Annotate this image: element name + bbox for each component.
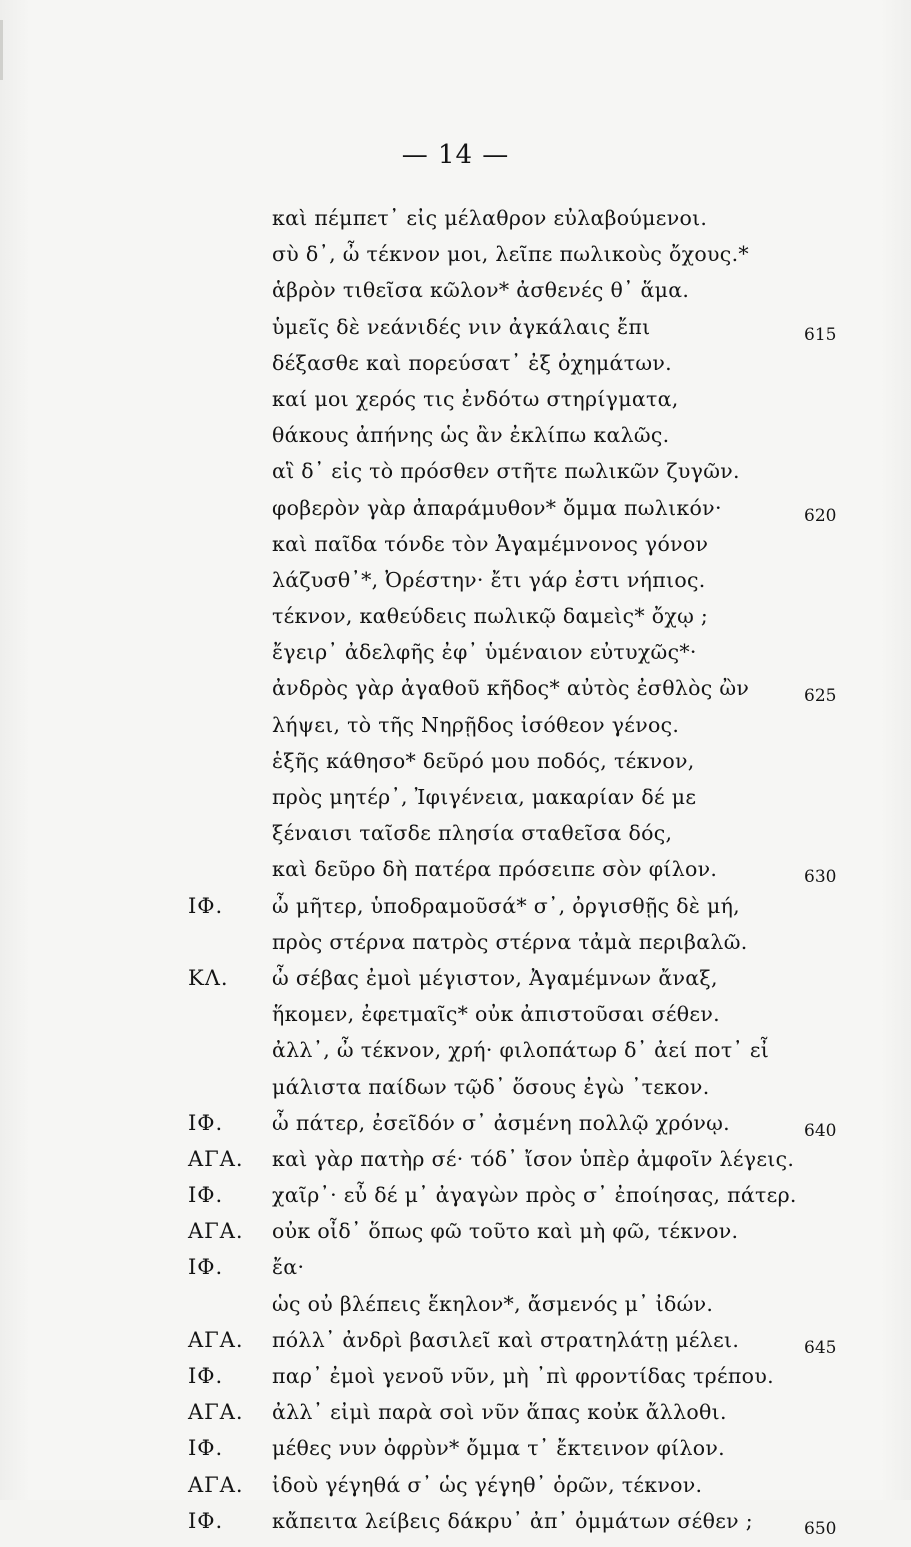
speaker-label: ΙΦ.	[188, 1110, 224, 1135]
verse-line	[0, 1069, 911, 1105]
verse-text: ὑμεῖς δὲ νεάνιδές νιν ἀγκάλαις ἔπι	[272, 314, 651, 339]
verse-text: σὺ δ᾽, ὦ τέκνον μοι, λεῖπε πωλικοὺς ὄχους.*	[272, 242, 749, 267]
verse-text: ἔγειρ᾽ ἀδελφῆς ἐφ᾽ ὑμέναιον εὐτυχῶς*·	[272, 640, 697, 665]
verse-text: πρὸς στέρνα πατρὸς στέρνα τἀμὰ περιβαλῶ.	[272, 929, 748, 954]
verse-text: ἀνδρὸς γὰρ ἀγαθοῦ κῆδος* αὐτὸς ἐσθλὸς ὢν	[272, 676, 750, 701]
verse-line	[0, 634, 911, 670]
verse-text: ξέναισι ταῖσδε πλησία σταθεῖσα δός,	[272, 821, 673, 846]
verse-text: παρ᾽ ἐμοὶ γενοῦ νῦν, μὴ ᾽πὶ φροντίδας τρέπου.	[272, 1364, 774, 1388]
verse-line	[0, 1249, 911, 1285]
verse-text: μάλιστα παίδων τῷδ᾽ ὅσους ἐγὼ ᾽τεκον.	[272, 1074, 710, 1099]
verse-text: αἳ δ᾽ εἰς τὸ πρόσθεν στῆτε πωλικῶν ζυγῶν.	[272, 459, 740, 484]
verse-text: ἥκομεν, ἐφετμαῖς* οὐκ ἀπιστοῦσαι σέθεν.	[272, 1002, 720, 1027]
verse-line	[0, 851, 911, 887]
verse-line	[0, 381, 911, 417]
verse-text: ἰδοὺ γέγηθά σ᾽ ὡς γέγηθ᾽ ὁρῶν, τέκνον.	[272, 1472, 703, 1497]
verse-text: ὦ μῆτερ, ὑποδραμοῦσά* σ᾽, ὀργισθῇς δὲ μή,	[272, 893, 740, 918]
speaker-label: ΙΦ.	[188, 1436, 224, 1461]
verse-line	[0, 345, 911, 381]
line-number: 645	[804, 1337, 837, 1358]
speaker-label: ΑΓΑ.	[188, 1219, 244, 1244]
speaker-label: ΚΛ.	[188, 965, 229, 990]
speaker-label: ΙΦ.	[188, 1508, 224, 1533]
speaker-label: ΑΓΑ.	[188, 1327, 244, 1352]
verse-line	[0, 1503, 911, 1539]
verse-text: καὶ δεῦρο δὴ πατέρα πρόσειπε σὸν φίλον.	[272, 857, 718, 882]
verse-line	[0, 1177, 911, 1213]
speaker-label: ΙΦ.	[188, 1255, 224, 1280]
verse-line	[0, 924, 911, 960]
verse-text: ἀλλ᾽, ὦ τέκνον, χρή· φιλοπάτωρ δ᾽ ἀεί ποτ᾽ εἶ	[272, 1038, 770, 1063]
line-number: 625	[804, 686, 837, 707]
verse-line	[0, 598, 911, 634]
verse-line	[0, 309, 911, 345]
speaker-label: ΑΓΑ.	[188, 1146, 244, 1171]
line-number: 630	[804, 867, 837, 888]
line-number: 640	[804, 1120, 837, 1141]
verse-line	[0, 1213, 911, 1249]
verse-text: μέθες νυν ὀφρὺν* ὄμμα τ᾽ ἔκτεινον φίλον.	[272, 1436, 725, 1461]
verse-text: ὦ πάτερ, ἐσεῖδόν σ᾽ ἀσμένη πολλῷ χρόνῳ.	[272, 1110, 730, 1135]
verse-line	[0, 888, 911, 924]
verse-text: ἔα·	[272, 1255, 305, 1280]
verse-line	[0, 1467, 911, 1503]
line-number: 615	[804, 324, 837, 345]
line-number: 650	[804, 1518, 837, 1539]
verse-text: φοβερὸν γὰρ ἀπαράμυθον* ὄμμα πωλικόν·	[272, 495, 722, 520]
verse-line	[0, 490, 911, 526]
verse-text: κἄπειτα λείβεις δάκρυ᾽ ἀπ᾽ ὀμμάτων σέθεν ;	[272, 1508, 753, 1533]
line-number: 620	[804, 505, 837, 526]
speaker-label: ΑΓΑ.	[188, 1472, 244, 1497]
verse-text: ὦ σέβας ἐμοὶ μέγιστον, Ἀγαμέμνων ἄναξ,	[272, 965, 718, 990]
verse-line	[0, 562, 911, 598]
verse-line	[0, 272, 911, 308]
page-edge-shadow	[0, 20, 3, 80]
verse-text: ἀλλ᾽ εἰμὶ παρὰ σοὶ νῦν ἅπας κοὐκ ἄλλοθι.	[272, 1400, 727, 1425]
verse-text: πρὸς μητέρ᾽, Ἰφιγένεια, μακαρίαν δέ με	[272, 785, 697, 809]
verse-text: θάκους ἀπήνης ὡς ἂν ἐκλίπω καλῶς.	[272, 423, 670, 448]
verse-text: οὐκ οἶδ᾽ ὅπως φῶ τοῦτο καὶ μὴ φῶ, τέκνον.	[272, 1219, 739, 1244]
verse-line	[0, 1394, 911, 1430]
verse-text: ὡς οὐ βλέπεις ἕκηλον*, ἄσμενός μ᾽ ἰδών.	[272, 1291, 714, 1316]
speaker-label: ΙΦ.	[188, 1183, 224, 1208]
verse-line	[0, 453, 911, 489]
verse-line	[0, 236, 911, 272]
verse-block	[0, 200, 911, 1539]
verse-text: πόλλ᾽ ἀνδρὶ βασιλεῖ καὶ στρατηλάτῃ μέλει.	[272, 1327, 740, 1352]
verse-line	[0, 417, 911, 453]
speaker-label: ΙΦ.	[188, 1364, 224, 1388]
verse-line	[0, 670, 911, 706]
verse-line	[0, 707, 911, 743]
verse-line	[0, 1322, 911, 1358]
verse-line	[0, 779, 911, 815]
verse-line	[0, 1430, 911, 1466]
verse-line	[0, 815, 911, 851]
verse-text: χαῖρ᾽· εὖ δέ μ᾽ ἀγαγὼν πρὸς σ᾽ ἐποίησας, πάτερ.	[272, 1183, 797, 1208]
verse-line	[0, 200, 911, 236]
verse-line	[0, 526, 911, 562]
verse-line	[0, 743, 911, 779]
verse-text: λήψει, τὸ τῆς Νηρῇδος ἰσόθεον γένος.	[272, 712, 680, 737]
verse-text: ἑξῆς κάθησο* δεῦρό μου ποδός, τέκνον,	[272, 748, 695, 773]
verse-text: τέκνον, καθεύδεις πωλικῷ δαμεὶς* ὄχῳ ;	[272, 604, 709, 629]
page-number: — 14 —	[401, 140, 510, 170]
speaker-label: ΑΓΑ.	[188, 1400, 244, 1425]
verse-line	[0, 960, 911, 996]
verse-text: καὶ παῖδα τόνδε τὸν Ἀγαμέμνονος γόνον	[272, 531, 709, 556]
speaker-label: ΙΦ.	[188, 893, 224, 918]
verse-line	[0, 1032, 911, 1068]
verse-line	[0, 1286, 911, 1322]
verse-text: λάζυσθ᾽*, Ὀρέστην· ἔτι γάρ ἐστι νήπιος.	[272, 567, 706, 592]
verse-line	[0, 1141, 911, 1177]
verse-line	[0, 996, 911, 1032]
verse-text: ἁβρὸν τιθεῖσα κῶλον* ἀσθενές θ᾽ ἅμα.	[272, 278, 690, 303]
verse-text: καί μοι χερός τις ἐνδότω στηρίγματα,	[272, 386, 679, 411]
verse-text: δέξασθε καὶ πορεύσατ᾽ ἐξ ὀχημάτων.	[272, 350, 672, 375]
verse-text: καὶ γὰρ πατὴρ σέ· τόδ᾽ ἴσον ὑπὲρ ἀμφοῖν λέγεις.	[272, 1146, 795, 1171]
verse-line	[0, 1358, 911, 1394]
verse-line	[0, 1105, 911, 1141]
verse-text: καὶ πέμπετ᾽ εἰς μέλαθρον εὐλαβούμενοι.	[272, 206, 708, 230]
